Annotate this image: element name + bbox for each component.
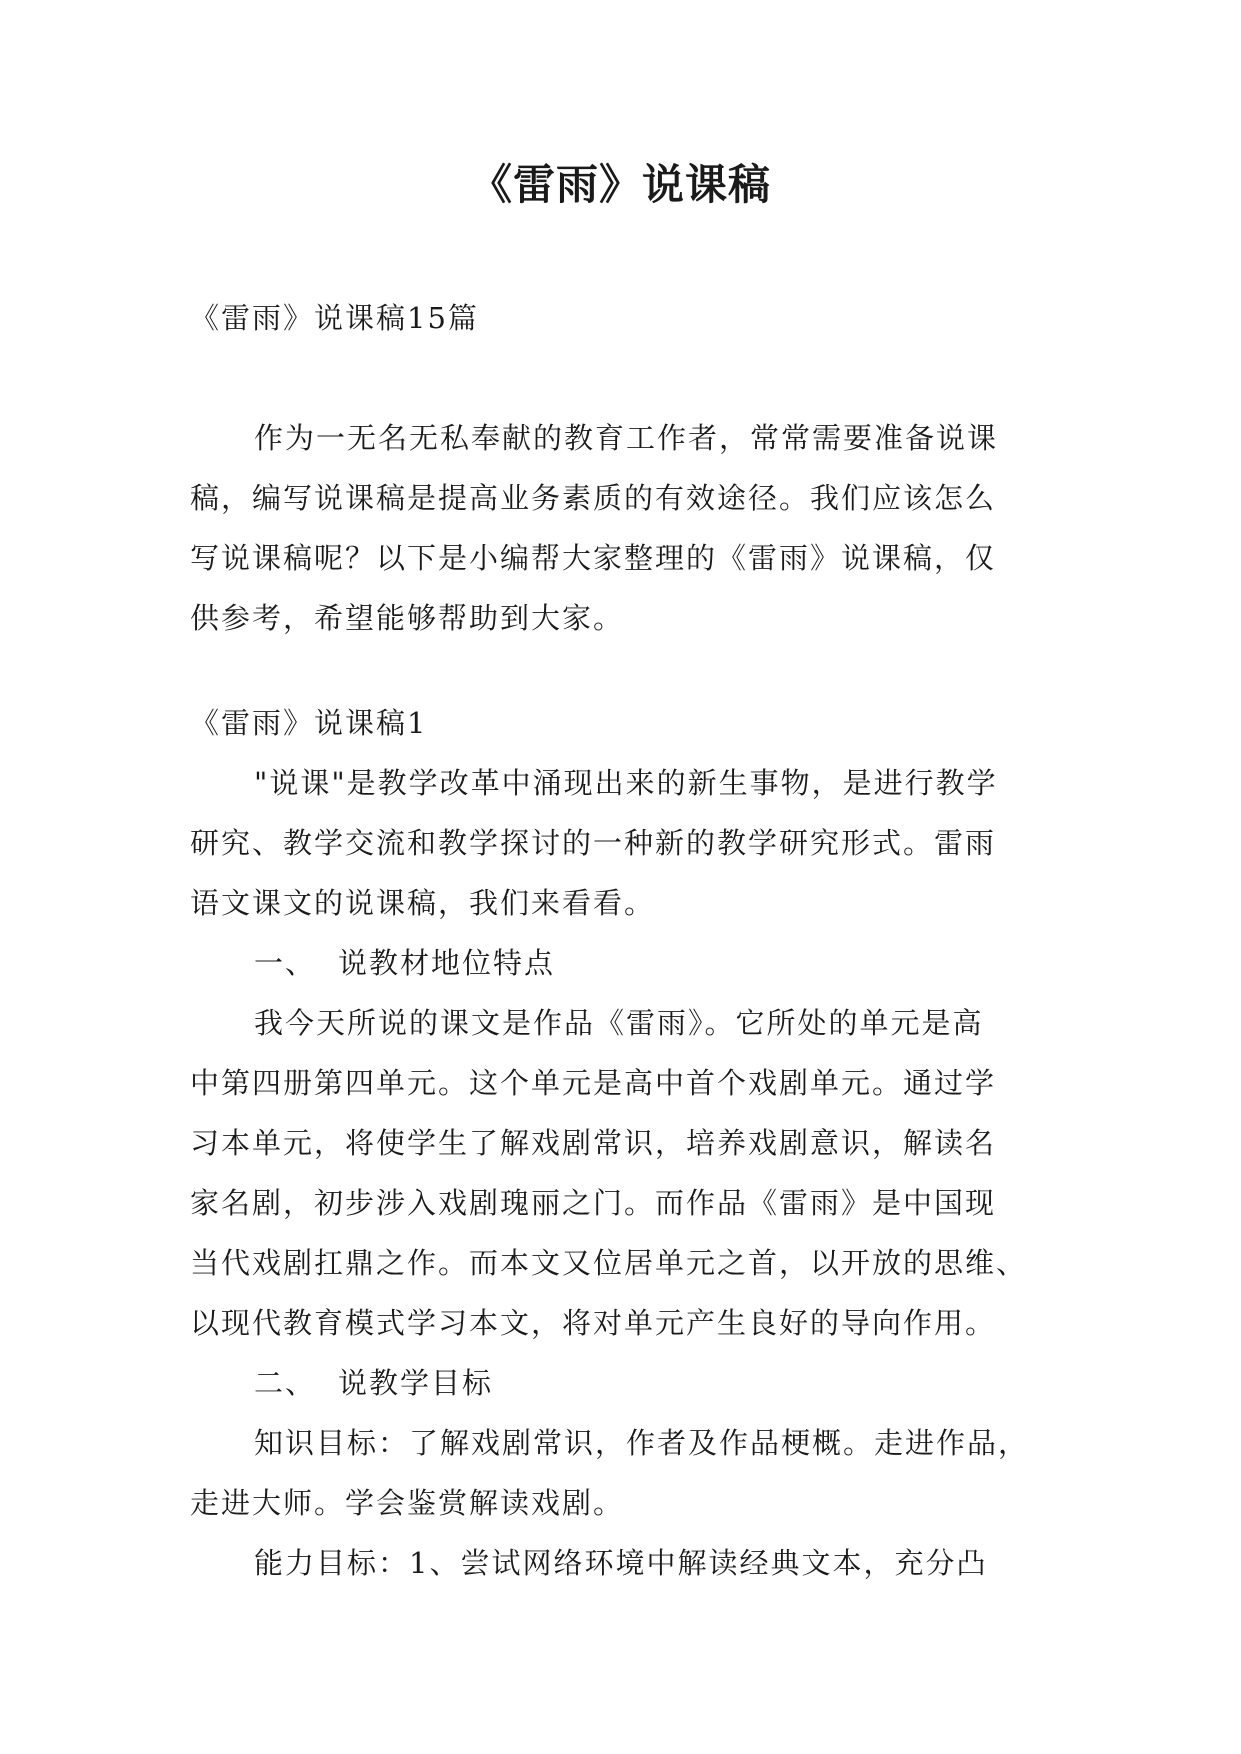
- paragraph-line: 能力目标：1、尝试网络环境中解读经典文本，充分凸: [254, 1546, 988, 1580]
- paragraph-line: 我今天所说的课文是作品《雷雨》。它所处的单元是高: [254, 1006, 984, 1040]
- document-body: [190, 288, 1070, 1593]
- paragraph-line: 研究、教学交流和教学探讨的一种新的教学研究形式。雷雨: [190, 826, 997, 860]
- spacer: [190, 648, 1070, 693]
- paragraph-line: 稿，编写说课稿是提高业务素质的有效途径。我们应该怎么: [190, 481, 997, 515]
- section-heading: 《雷雨》说课稿1: [190, 706, 428, 740]
- paragraph-line: 走进大师。学会鉴赏解读戏剧。: [190, 1486, 625, 1520]
- subheading-number: 一、: [254, 946, 317, 980]
- section-paragraph: [190, 1413, 1070, 1533]
- section-paragraph: [190, 753, 1070, 933]
- paragraph-line: 语文课文的说课稿，我们来看看。: [190, 886, 656, 920]
- document-title: 《雷雨》说课稿: [469, 160, 771, 209]
- paragraph-line: 家名剧，初步涉入戏剧瑰丽之门。而作品《雷雨》是中国现: [190, 1186, 997, 1220]
- subheading-text: 说教材地位特点: [338, 946, 556, 980]
- subheading-text: 说教学目标: [338, 1366, 494, 1400]
- paragraph-line: 当代戏剧扛鼎之作。而本文又位居单元之首，以开放的思维、: [190, 1246, 1028, 1280]
- paragraph-line: 习本单元，将使学生了解戏剧常识，培养戏剧意识，解读名: [190, 1126, 997, 1160]
- paragraph-line: 以现代教育模式学习本文，将对单元产生良好的导向作用。: [190, 1306, 997, 1340]
- subheading-goals: [190, 1353, 1070, 1413]
- paragraph-line: "说课"是教学改革中涌现出来的新生事物，是进行教学: [254, 766, 998, 800]
- subheading-materials: [190, 933, 1070, 993]
- paragraph-line: 供参考，希望能够帮助到大家。: [190, 601, 625, 635]
- intro-paragraph: [190, 408, 1070, 648]
- paragraph-line: 作为一无名无私奉献的教育工作者，常常需要准备说课: [254, 421, 999, 455]
- document-subtitle: 《雷雨》说课稿15篇: [190, 301, 479, 335]
- paragraph-line: 中第四册第四单元。这个单元是高中首个戏剧单元。通过学: [190, 1066, 997, 1100]
- paragraph-line: 知识目标：了解戏剧常识，作者及作品梗概。走进作品，: [254, 1426, 1030, 1460]
- section-paragraph: [190, 993, 1070, 1353]
- paragraph-line: 写说课稿呢？以下是小编帮大家整理的《雷雨》说课稿，仅: [190, 541, 997, 575]
- subheading-number: 二、: [254, 1366, 317, 1400]
- spacer: [190, 348, 1070, 408]
- section-paragraph: [190, 1533, 1070, 1593]
